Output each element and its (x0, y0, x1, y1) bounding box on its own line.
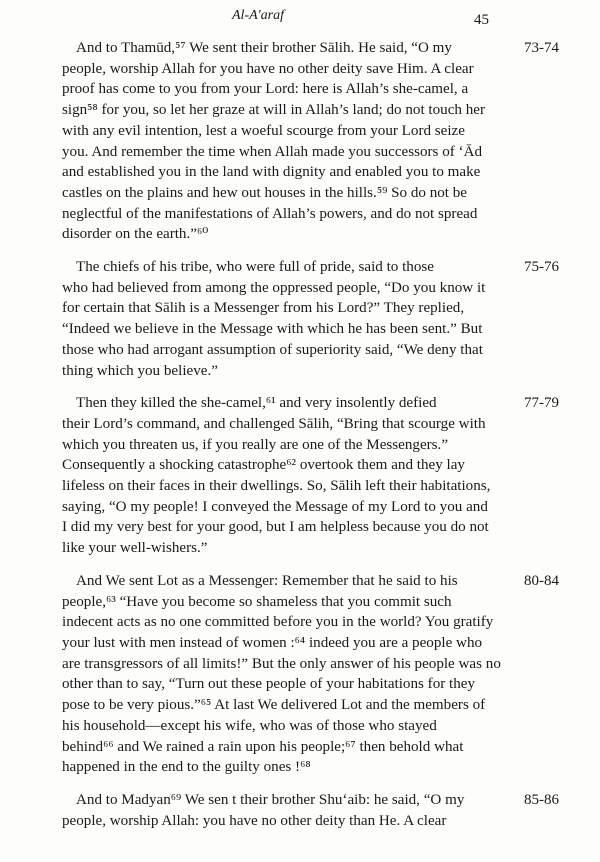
text-line: proof has come to you from your Lord: here is Allah’s she-camel, a (62, 81, 469, 98)
text-line: for certain that Sālih is a Messenger from his Lord?” They replied, (62, 300, 465, 317)
text-line: And to Madyan⁶⁹ We sen t their brother Shu‘aib: he said, “O my (76, 791, 465, 808)
text-line: lifeless on their faces in their dwellings. So, Sālih left their habitations, (62, 478, 491, 495)
text-line: indecent acts as no one committed before you in the world? You gratify (62, 614, 494, 631)
page-number: 45 (474, 12, 489, 28)
verse-range: 80-84 (524, 572, 559, 589)
text-line: with any evil intention, lest a woeful scourge from your Lord seize (62, 122, 465, 139)
text-line: Then they killed the she-camel,⁶¹ and very insolently defied (76, 395, 437, 412)
text-line: saying, “O my people! I conveyed the Message of my Lord to you and (62, 498, 488, 515)
paragraph-75-76 (62, 257, 559, 381)
paragraph-77-79 (62, 393, 559, 559)
text-line: I did my very best for your good, but I am helpless because you do not (62, 519, 489, 536)
text-line: castles on the plains and hew out houses in the hills.⁵⁹ So do not be (62, 184, 468, 201)
verse-range: 85-86 (524, 791, 559, 808)
page-header (0, 6, 600, 32)
text-line: thing which you believe.” (62, 362, 218, 379)
text-line: other than to say, “Turn out these people of your habitations for they (62, 676, 476, 693)
text-line: people,⁶³ “Have you become so shameless that you commit such (62, 593, 452, 610)
paragraph-73-74 (62, 38, 559, 245)
text-line: who had believed from among the oppressed people, “Do you know it (62, 279, 486, 296)
text-line: The chiefs of his tribe, who were full of pride, said to those (76, 259, 434, 276)
running-title: Al-A'araf (232, 8, 284, 23)
text-line: like your well-wishers.” (62, 540, 208, 557)
text-line: are transgressors of all limits!” But the only answer of his people was no (62, 655, 501, 672)
text-line: happened in the end to the guilty ones !⁶⁸ (62, 759, 311, 776)
text-line: And to Thamūd,⁵⁷ We sent their brother Sālih. He said, “O my (76, 40, 452, 56)
text-line: which you threaten us, if you really are one of the Messengers.” (62, 436, 449, 453)
text-line: their Lord’s command, and challenged Sālih, “Bring that scourge with (62, 415, 486, 432)
text-line: and established you in the land with dignity and enabled you to make (62, 164, 481, 181)
paragraph-80-84 (62, 571, 559, 778)
text-line: Consequently a shocking catastrophe⁶² overtook them and they lay (62, 457, 465, 474)
text-line: his household—except his wife, who was of those who stayed (62, 717, 437, 734)
text-line: people, worship Allah for you have no other deity save Him. A clear (62, 60, 474, 77)
text-line: disorder on the earth.”⁶⁰ (62, 226, 209, 243)
text-line: your lust with men instead of women :⁶⁴ indeed you are a people who (62, 634, 483, 651)
text-line: you. And remember the time when Allah made you successors of ‘Ād (62, 143, 483, 160)
text-line: those who had arrogant assumption of superiority said, “We deny that (62, 341, 483, 358)
text-line: people, worship Allah: you have no other deity than He. A clear (62, 812, 447, 829)
verse-range: 75-76 (524, 259, 559, 276)
text-line: pose to be very pious.”⁶⁵ At last We delivered Lot and the members of (62, 697, 486, 714)
verse-range: 73-74 (524, 40, 559, 56)
paragraph-85-86 (62, 790, 559, 831)
text-line: neglectful of the manifestations of Allah’s powers, and do not spread (62, 205, 478, 222)
verse-range: 77-79 (524, 395, 559, 412)
page-body (0, 38, 600, 843)
text-line: And We sent Lot as a Messenger: Remember that he said to his (76, 572, 458, 589)
text-line: sign⁵⁸ for you, so let her graze at will in Allah’s land; do not touch her (62, 102, 486, 119)
text-line: “Indeed we believe in the Message with which he has been sent.” But (62, 321, 483, 338)
text-line: behind⁶⁶ and We rained a rain upon his people;⁶⁷ then behold what (62, 738, 464, 755)
